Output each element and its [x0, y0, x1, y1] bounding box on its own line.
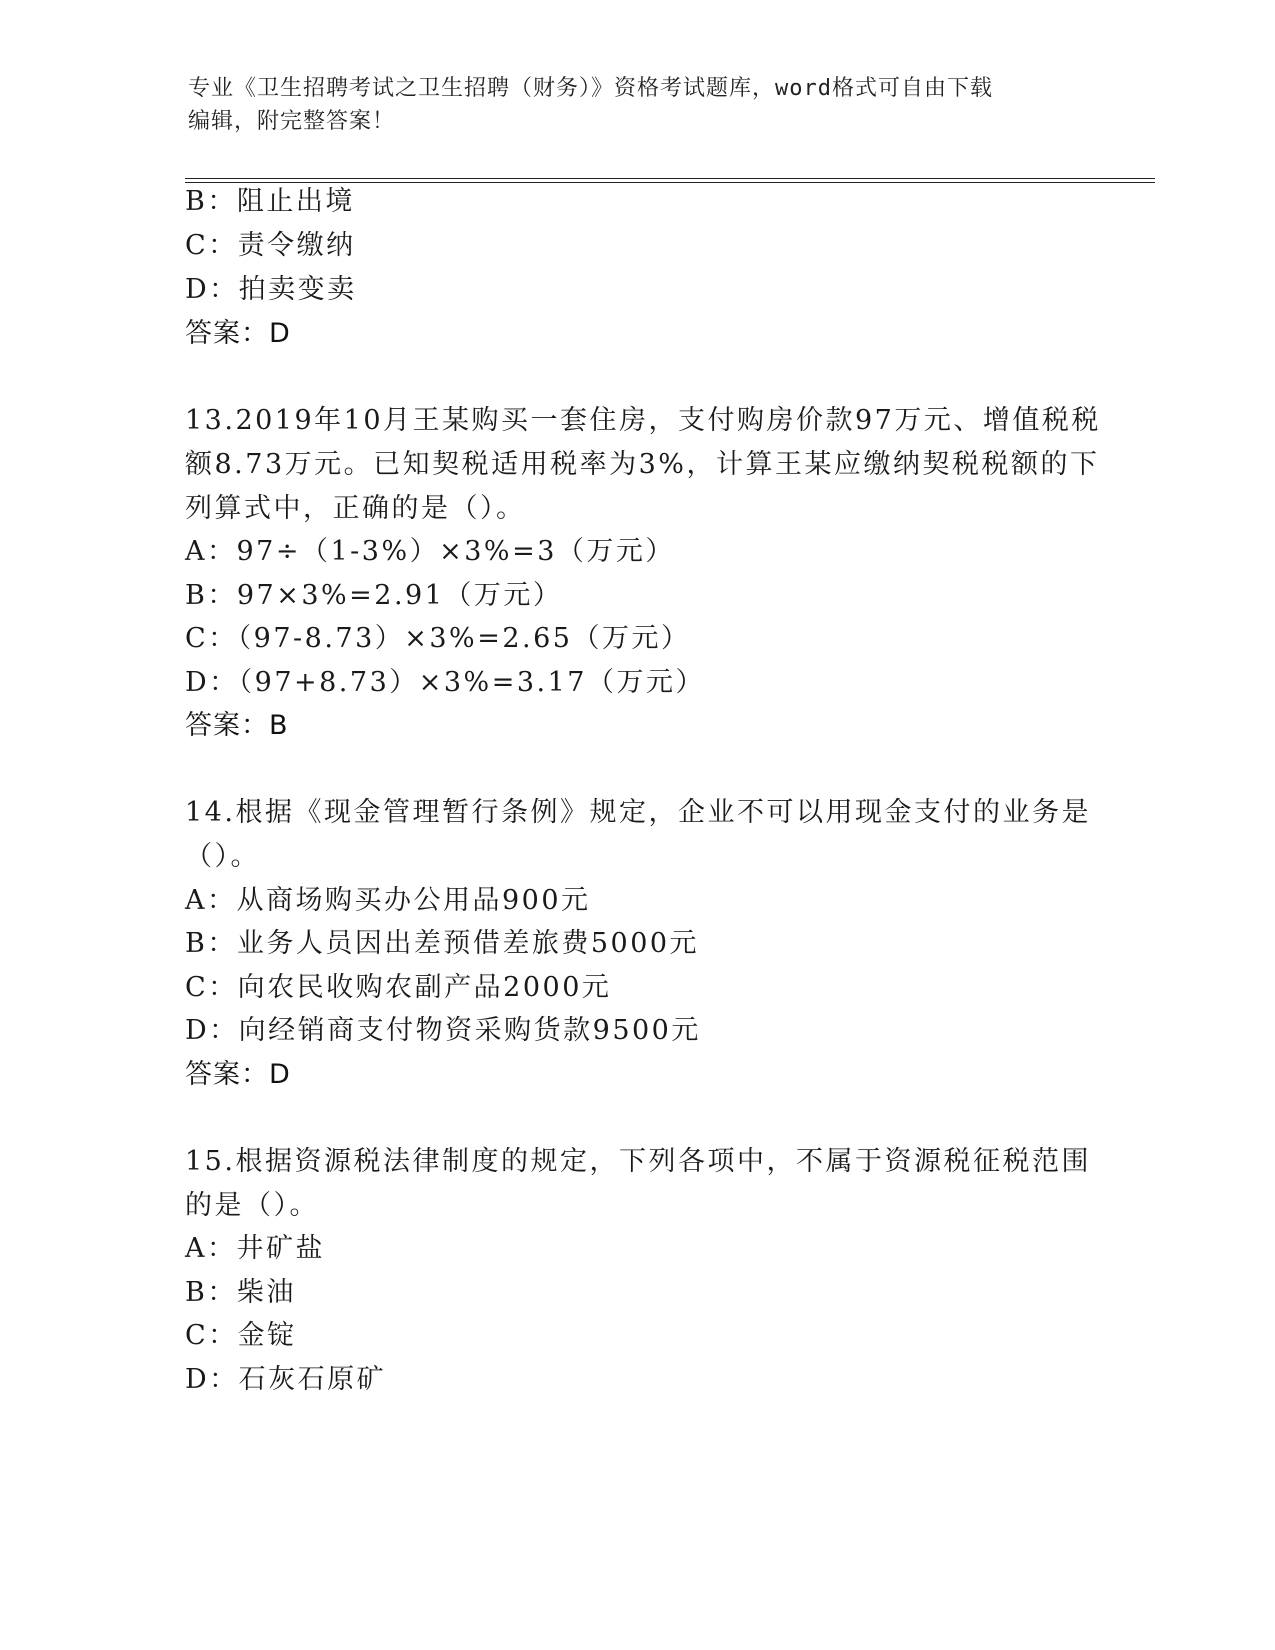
q12-option-d: D：拍卖变卖 — [185, 274, 357, 305]
q13-stem-line-1: 13.2019年10月王某购买一套住房，支付购房价款97万元、增值税税 — [185, 405, 1101, 436]
q14-stem-line-1: 14.根据《现金管理暂行条例》规定，企业不可以用现金支付的业务是 — [185, 797, 1091, 828]
q13-answer: 答案：B — [185, 710, 289, 741]
q14-stem-line-2: （）。 — [185, 841, 260, 872]
q14-option-a: A：从商场购买办公用品900元 — [185, 885, 591, 916]
q13-stem-line-3: 列算式中，正确的是（）。 — [185, 493, 526, 524]
q14-option-c: C：向农民收购农副产品2000元 — [185, 972, 612, 1003]
header-line-1: 专业《卫生招聘考试之卫生招聘（财务）》资格考试题库，word格式可自由下载 — [188, 76, 993, 101]
header-divider-bottom — [185, 182, 1155, 183]
q13-option-d: D：（97+8.73）×3%=3.17（万元） — [185, 667, 705, 698]
q12-answer: 答案：D — [185, 318, 291, 349]
q12-option-b: B：阻止出境 — [185, 186, 355, 217]
q15-option-a: A：井矿盐 — [185, 1233, 325, 1264]
q14-option-d: D：向经销商支付物资采购货款9500元 — [185, 1015, 701, 1046]
q15-option-c: C：金锭 — [185, 1320, 297, 1351]
header-line-2: 编辑，附完整答案！ — [188, 109, 396, 134]
q13-stem-line-2: 额8.73万元。已知契税适用税率为3%，计算王某应缴纳契税税额的下 — [185, 449, 1100, 480]
q15-stem-line-2: 的是（）。 — [185, 1190, 319, 1221]
q13-option-a: A：97÷（1-3%）×3%=3（万元） — [185, 536, 675, 567]
document-header — [188, 72, 1088, 138]
q13-option-c: C：（97-8.73）×3%=2.65（万元） — [185, 623, 691, 654]
header-divider-top — [185, 178, 1155, 179]
q15-option-b: B：柴油 — [185, 1277, 296, 1308]
q12-option-c: C：责令缴纳 — [185, 230, 356, 261]
q14-answer: 答案：D — [185, 1059, 291, 1090]
q13-option-b: B：97×3%=2.91（万元） — [185, 580, 563, 611]
q15-option-d: D：石灰石原矿 — [185, 1364, 387, 1395]
q15-stem-line-1: 15.根据资源税法律制度的规定，下列各项中，不属于资源税征税范围 — [185, 1146, 1091, 1177]
q14-option-b: B：业务人员因出差预借差旅费5000元 — [185, 928, 700, 959]
